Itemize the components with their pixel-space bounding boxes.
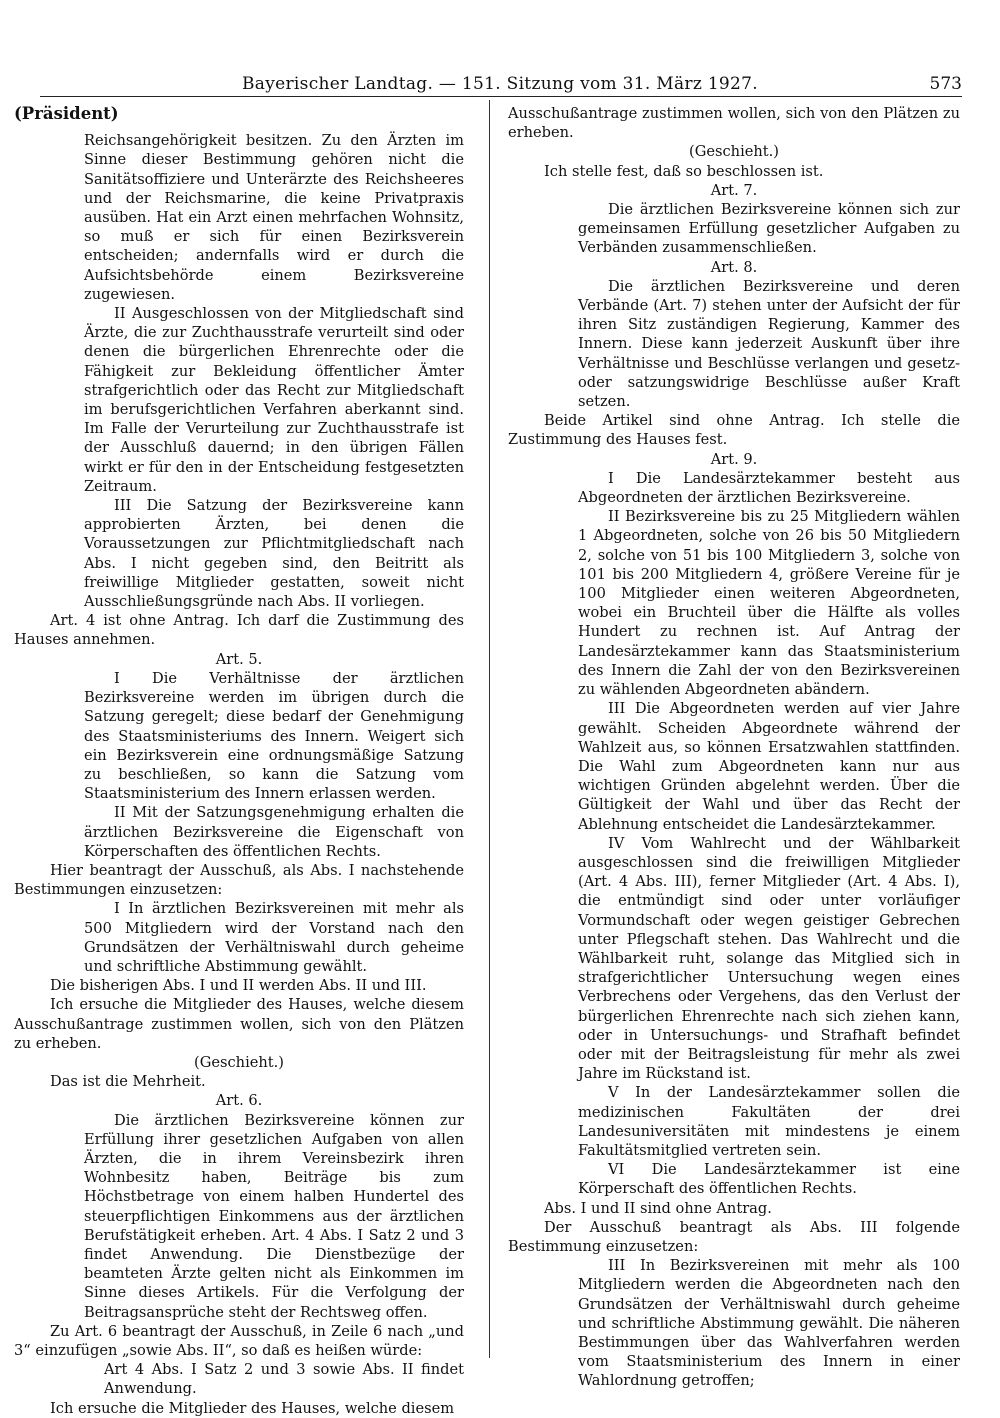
article-heading: Art. 6. xyxy=(215,1092,263,1110)
paragraph: VI Die Landesärztekammer ist eine Körperschaft des öffentlichen Rechts. xyxy=(578,1161,960,1198)
paragraph: Reichsangehörigkeit besitzen. Zu den Ärzten im Sinne dieser Bestimmung gehören nicht die Sanitätsoffiziere und Unterärzte des Reichsheeres und der Reichsmarine, die keine Privatpraxis ausüben. Hat ein Arzt einen mehrfachen Wohnsitz, so muß er sich für einen Bezirksverein entscheiden; andernfalls wird er durch die Aufsichtsbehörde einem Bezirksvereine zugewiesen. xyxy=(84,132,464,303)
paragraph: I Die Landesärztekammer besteht aus Abgeordneten der ärztlichen Bezirksvereine. xyxy=(578,469,960,507)
paragraph: Ich ersuche die Mitglieder des Hauses, welche diesem xyxy=(50,1399,455,1417)
paragraph: Art. 4 ist ohne Antrag. Ich darf die Zustimmung des Hauses annehmen. xyxy=(14,612,464,649)
article-heading: Art. 7. xyxy=(710,181,758,199)
paragraph: Hier beantragt der Ausschuß, als Abs. I nachstehende Bestimmungen einzusetzen: xyxy=(14,861,464,899)
paragraph: Die ärztlichen Bezirksvereine und deren Verbände (Art. 7) stehen unter der Aufsicht der für ihren Sitz zuständigen Regierung, Kammer des Innern. Diese kann jederzeit Auskunft über ihre Verhältnisse und Beschlüsse verlangen und gesetz- oder satzungswidrige Beschlüsse außer Kraft setzen. xyxy=(578,277,960,411)
stage-direction: (Geschieht.) xyxy=(194,1053,284,1071)
paragraph: Art 4 Abs. I Satz 2 und 3 sowie Abs. II findet Anwendung. xyxy=(104,1361,464,1398)
paragraph: IV Vom Wahlrecht und der Wählbarkeit ausgeschlossen sind die freiwilligen Mitglieder (Art. 4 Abs. III), ferner Mitglieder (Art. 4 Abs. I), die entmündigt sind oder unter vorläufiger Vormundschaft oder wegen geistiger Gebrechen unter Pflegschaft stehen. Das Wahlrecht und die Wählbarkeit ruht, solange das Mitglied sich in strafgerichtlicher Untersuchung wegen eines Verbrechens oder Vergehens, das den Verlust der bürgerlichen Ehrenrechte nach sich ziehen kann, oder in Untersuchungs- und Strafhaft befindet oder mit der Beitragsleistung für mehr als zwei Jahre im Rückstand ist. xyxy=(578,834,960,1083)
page-header xyxy=(0,74,1000,100)
quoted-amendment xyxy=(508,1256,960,1390)
paragraph: V In der Landesärztekammer sollen die medizinischen Fakultäten der drei Landesuniversitäten mit mindestens je einem Fakultätsmitglied vertreten sein. xyxy=(578,1084,960,1159)
paragraph: Die ärztlichen Bezirksvereine können sich zur gemeinsamen Erfüllung gesetzlicher Aufgaben zu Verbänden zusammenschließen. xyxy=(578,201,960,257)
right-column xyxy=(508,104,960,1391)
paragraph: Der Ausschuß beantragt als Abs. III folgende Bestimmung einzusetzen: xyxy=(508,1218,960,1255)
paragraph: Ich stelle fest, daß so beschlossen ist. xyxy=(544,162,824,180)
paragraph: Das ist die Mehrheit. xyxy=(50,1073,206,1091)
quoted-article-4 xyxy=(14,131,464,611)
quoted-amended-text xyxy=(14,1360,464,1398)
paragraph: Beide Artikel sind ohne Antrag. Ich stelle die Zustimmung des Hauses fest. xyxy=(508,412,960,449)
paragraph: Die bisherigen Abs. I und II werden Abs. II und III. xyxy=(50,977,427,995)
quoted-article-5 xyxy=(14,669,464,861)
article-heading: Art. 9. xyxy=(710,450,758,468)
column-divider xyxy=(489,100,490,1358)
quoted-amendment xyxy=(14,899,464,976)
stage-direction: (Geschieht.) xyxy=(689,143,779,161)
paragraph: Ich ersuche die Mitglieder des Hauses, welche diesem Ausschußantrage zustimmen wollen, sich von den Plätzen zu erheben. xyxy=(14,996,464,1052)
article-heading: Art. 5. xyxy=(215,650,263,668)
paragraph: II Mit der Satzungsgenehmigung erhalten die ärztlichen Bezirksvereine die Eigenschaft von Körperschaften des öffentlichen Rechts. xyxy=(84,804,464,860)
article-heading: Art. 8. xyxy=(710,258,758,276)
paragraph: III Die Satzung der Bezirksvereine kann approbierten Ärzten, bei denen die Voraussetzungen zur Pflichtmitgliedschaft nach Abs. I nicht gegeben sind, den Beitritt als freiwillige Mitglieder gestatten, soweit nicht Ausschließungsgründe nach Abs. II vorliegen. xyxy=(84,497,464,611)
paragraph: I In ärztlichen Bezirksvereinen mit mehr als 500 Mitgliedern wird der Vorstand nach den Grundsätzen der Verhältniswahl durch geheime und schriftliche Abstimmung gewählt. xyxy=(84,900,464,975)
paragraph: II Ausgeschlossen von der Mitgliedschaft sind Ärzte, die zur Zuchthausstrafe verurteilt sind oder denen die bürgerlichen Ehrenrechte oder die Fähigkeit zur Bekleidung öffentlicher Ämter strafgerichtlich oder das Recht zur Mitgliedschaft im berufsgerichtlichen Verfahren aberkannt sind. Im Falle der Verurteilung zur Zuchthausstrafe ist der Ausschluß dauernd; in den übrigen Fällen wirkt er für den in der Entscheidung festgesetzten Zeitraum. xyxy=(84,305,464,495)
paragraph: III In Bezirksvereinen mit mehr als 100 Mitgliedern werden die Abgeordneten nach den Grundsätzen der Verhältniswahl durch geheime und schriftliche Abstimmung gewählt. Die näheren Bestimmungen über das Wahlverfahren werden vom Staatsministerium des Innern in einer Wahlordnung getroffen; xyxy=(578,1257,960,1390)
paragraph: Zu Art. 6 beantragt der Ausschuß, in Zeile 6 nach „und 3“ einzufügen „sowie Abs. II“, so daß es heißen würde: xyxy=(14,1322,464,1359)
quoted-article-9 xyxy=(508,469,960,1199)
paragraph: III Die Abgeordneten werden auf vier Jahre gewählt. Scheiden Abgeordnete während der Wahlzeit aus, so können Ersatzwahlen stattfinden. Die Wahl zum Abgeordneten kann nur aus wichtigen Gründen abgelehnt werden. Über die Gültigkeit der Wahl und über das Recht der Ablehnung entscheidet die Landesärztekammer. xyxy=(578,700,960,833)
quoted-article-6 xyxy=(14,1111,464,1322)
page-number: 573 xyxy=(929,74,962,94)
left-column xyxy=(14,104,464,1418)
paragraph: I Die Verhältnisse der ärztlichen Bezirksvereine werden im übrigen durch die Satzung geregelt; diese bedarf der Genehmigung des Staatsministeriums des Innern. Weigert sich ein Bezirksverein eine ordnungsmäßige Satzung zu beschließen, so kann die Satzung vom Staatsministerium des Innern erlassen werden. xyxy=(84,669,464,803)
paragraph: Abs. I und II sind ohne Antrag. xyxy=(544,1199,772,1217)
header-rule xyxy=(40,96,962,97)
quoted-article-7 xyxy=(508,200,960,258)
paragraph: Die ärztlichen Bezirksvereine können zur Erfüllung ihrer gesetzlichen Aufgaben von allen Ärzten, die in ihrem Vereinsbezirk ihren Wohnbesitz haben, Beiträge bis zum Höchstbetrage von einem halben Hundertel des steuerpflichtigen Einkommens aus der ärztlichen Berufstätigkeit erheben. Art. 4 Abs. I Satz 2 und 3 findet Anwendung. Die Dienstbezüge der beamteten Ärzte gelten nicht als Einkommen im Sinne dieses Artikels. Für die Verfolgung der Beitragsansprüche steht der Rechtsweg offen. xyxy=(84,1111,464,1321)
running-title: Bayerischer Landtag. — 151. Sitzung vom 31. März 1927. xyxy=(242,74,758,94)
paragraph: II Bezirksvereine bis zu 25 Mitgliedern wählen 1 Abgeordneten, solche von 26 bis 50 Mitgliedern 2, solche von 51 bis 100 Mitgliedern 3, solche von 101 bis 200 Mitgliedern 4, größere Vereine für je 100 Mitglieder einen weiteren Abgeordneten, wobei ein Bruchteil über die Hälfte als volles Hundert zu rechnen ist. Auf Antrag der Landesärztekammer kann das Staatsministerium des Innern die Zahl der von den Bezirksvereinen zu wählenden Abgeordneten abändern. xyxy=(578,508,960,699)
speaker-label: (Präsident) xyxy=(14,104,119,123)
quoted-article-8 xyxy=(508,277,960,411)
paragraph: Ausschußantrage zustimmen wollen, sich von den Plätzen zu erheben. xyxy=(508,105,960,142)
